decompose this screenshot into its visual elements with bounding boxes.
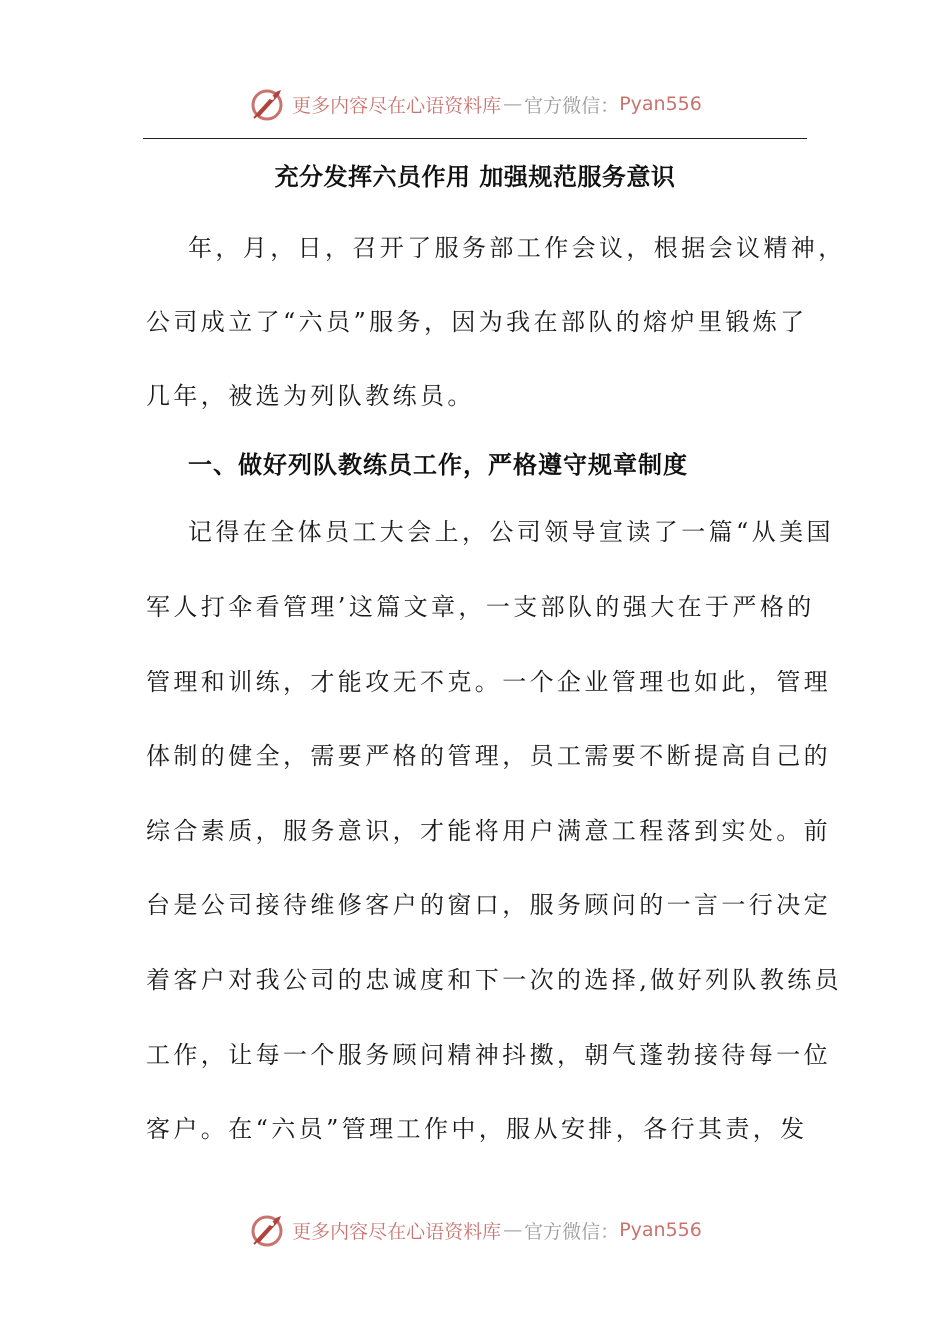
body-line: 综合素质，服务意识，才能将用户满意工程落到实处。前 [146,817,831,845]
header-watermark [0,82,950,126]
body-line: 着客户对我公司的忠诚度和下一次的选择,做好列队教练员 [146,966,843,994]
watermark-id: Pyan556 [619,93,702,115]
body-line: 记得在全体员工大会上，公司领导宣读了一篇“从美国 [188,518,834,546]
quill-pen-logo-icon [248,84,288,124]
watermark-label: 官方微信： [524,94,620,117]
watermark-id: Pyan556 [619,1219,702,1241]
watermark-text: 更多内容尽在心语资料库 [292,1220,502,1243]
body-line: 军人打伞看管理’这篇文章，一支部队的强大在于严格的 [146,593,815,621]
intro-line: 年，月，日，召开了服务部工作会议，根据会议精神， [188,234,846,262]
document-title: 充分发挥六员作用 加强规范服务意识 [274,163,676,191]
watermark-text: 更多内容尽在心语资料库 [292,94,502,117]
body-line: 客户。在“六员”管理工作中，服从安排，各行其责，发 [146,1115,808,1143]
body-line: 管理和训练，才能攻无不克。一个企业管理也如此，管理 [146,668,831,696]
intro-line: 公司成立了“六员”服务，因为我在部队的熔炉里锻炼了 [146,308,808,336]
watermark-separator: — [503,93,523,115]
watermark-label: 官方微信： [524,1220,620,1243]
intro-line: 几年，被选为列队教练员。 [146,382,475,410]
body-line: 工作，让每一个服务顾问精神抖擞，朝气蓬勃接待每一位 [146,1041,831,1069]
section-heading: 一、做好列队教练员工作，严格遵守规章制度 [188,451,688,479]
quill-pen-logo-icon [248,1210,288,1250]
footer-watermark [0,1208,950,1252]
body-line: 台是公司接待维修客户的窗口，服务顾问的一言一行决定 [146,891,831,919]
header-divider [143,138,807,139]
body-line: 体制的健全，需要严格的管理，员工需要不断提高自己的 [146,742,831,770]
watermark-separator: — [503,1219,523,1241]
